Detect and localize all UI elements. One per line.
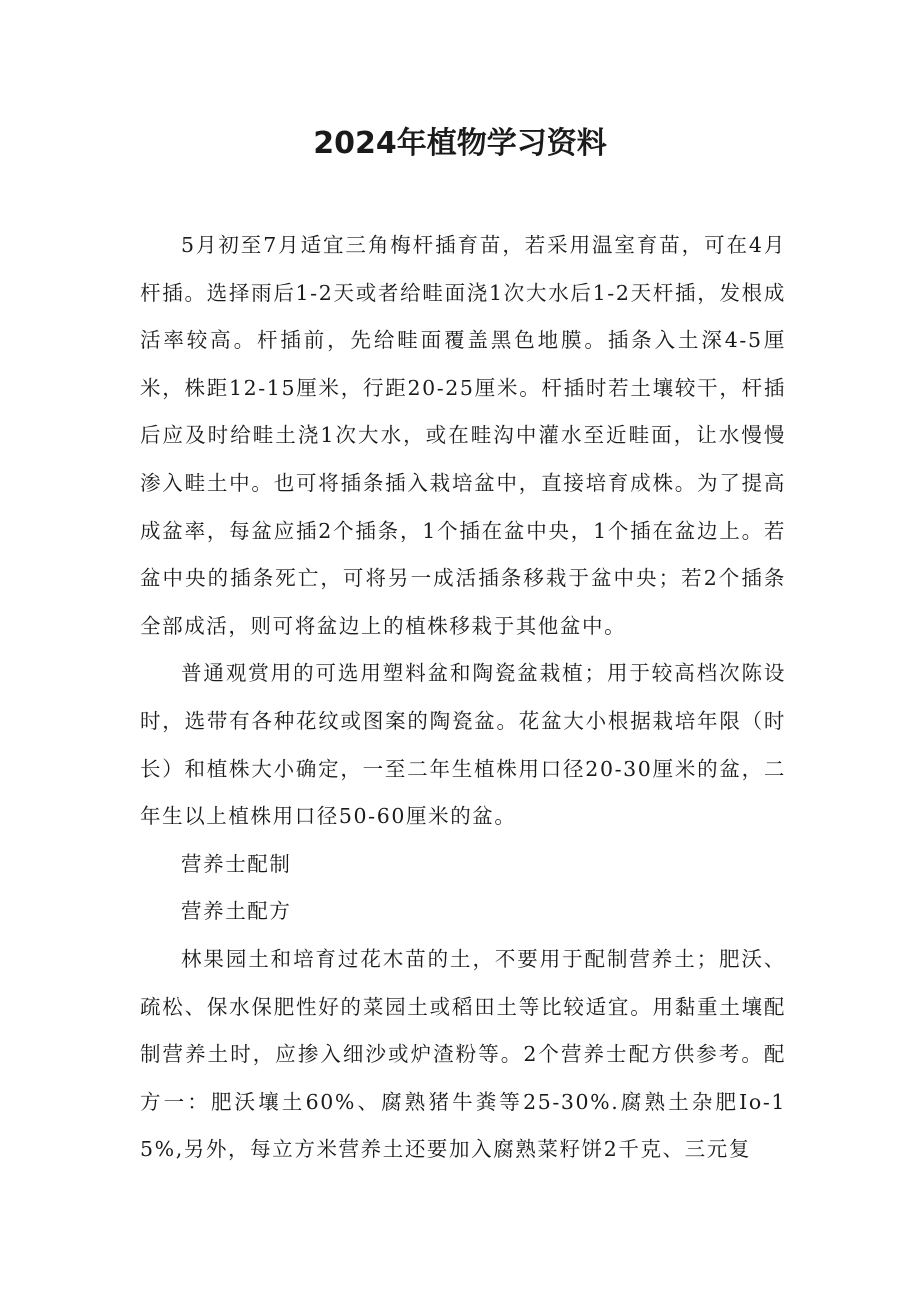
- paragraph-pot-selection: 普通观赏用的可选用塑料盆和陶瓷盆栽植；用于较高档次陈设时，选带有各种花纹或图案的陶瓷盆。花盆大小根据栽培年限（时长）和植株大小确定，一至二年生植株用口径20-30厘米的盆，二年生以上植株用口径50-60厘米的盆。: [140, 661, 786, 829]
- paragraph-soil-formula: 林果园土和培育过花木苗的土，不要用于配制营养土；肥沃、疏松、保水保肥性好的菜园土或稻田土等比较适宜。用黏重土壤配制营养土时，应掺入细沙或炉渣粉等。2个营养士配方供参考。配方一：肥沃壤土60%、腐熟猪牛粪等25-30%.腐熟土杂肥Io-15%,另外，每立方米营养土还要加入腐熟菜籽饼2千克、三元复: [140, 946, 786, 1162]
- document-body: [140, 222, 786, 1174]
- section-heading-formula: 营养土配方: [181, 899, 292, 924]
- document-title: 2024年植物学习资料: [313, 126, 607, 161]
- paragraph-cutting-propagation: 5月初至7月适宜三角梅杆插育苗，若采用温室育苗，可在4月杆插。选择雨后1-2天或者给畦面浇1次大水后1-2天杆插，发根成活率较高。杆插前，先给畦面覆盖黑色地膜。插条入土深4-5厘米，株距12-15厘米，行距20-25厘米。杆插时若土壤较干，杆插后应及时给畦土浇1次大水，或在畦沟中灌水至近畦面，让水慢慢渗入畦土中。也可将插条插入栽培盆中，直接培育成株。为了提高成盆率，每盆应插2个插条，1个插在盆中央，1个插在盆边上。若盆中央的插条死亡，可将另一成活插条移栽于盆中央；若2个插条全部成活，则可将盆边上的植株移栽于其他盆中。: [140, 233, 786, 638]
- section-heading-preparation: 营养士配制: [181, 851, 292, 876]
